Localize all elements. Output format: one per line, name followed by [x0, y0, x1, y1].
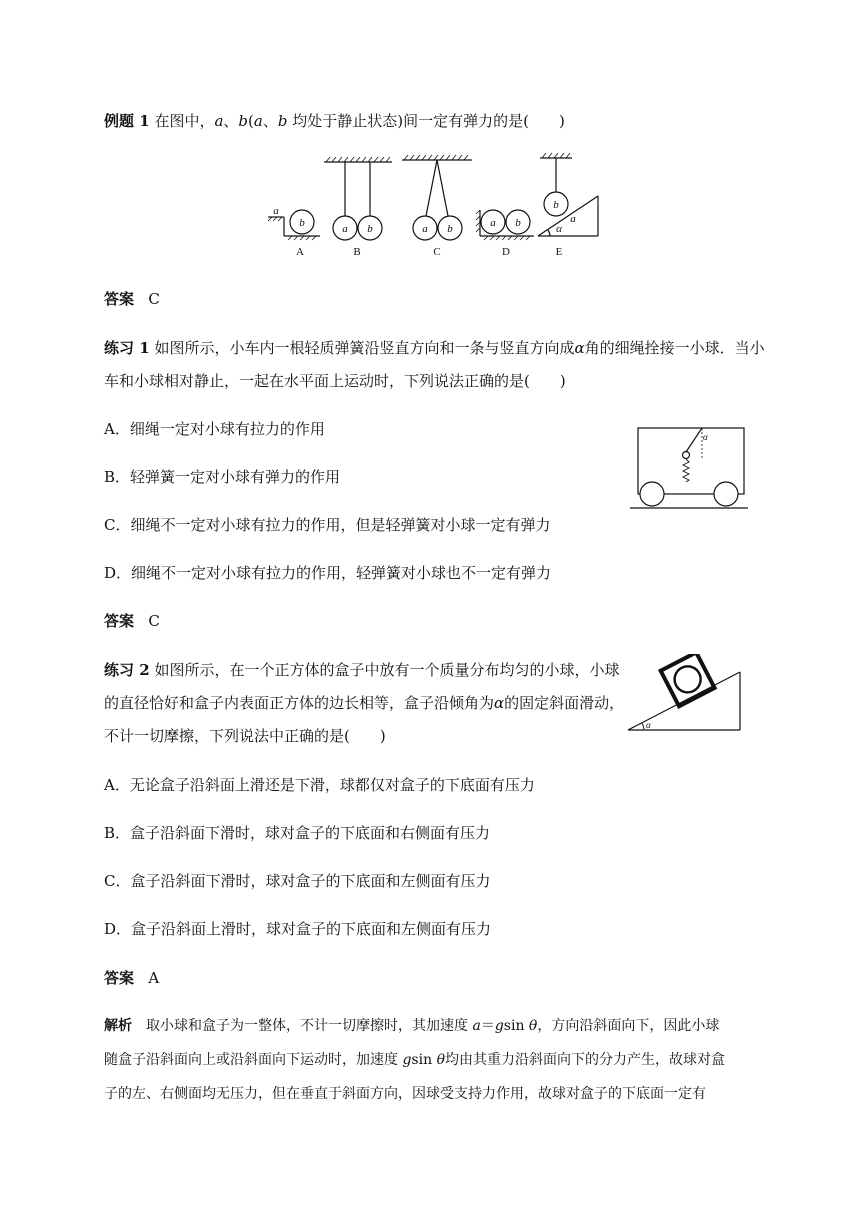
svg-text:α: α: [556, 223, 562, 235]
figure-label-b: B: [353, 246, 361, 258]
svg-text:a: a: [342, 223, 348, 235]
analysis-line1: 解析 取小球和盒子为一整体，不计一切摩擦时，其加速度 a＝gsin θ，方向沿斜面向下，因此小球: [104, 1018, 720, 1034]
exercise2-answer: 答案 A: [104, 969, 160, 987]
example1-answer: 答案 C: [104, 290, 160, 308]
exercise2-question-line1: 练习 2 如图所示，在一个正方体的盒子中放有一个质量分布均匀的小球，小球: [104, 661, 620, 679]
example1-figure: [262, 150, 600, 260]
exercise2-question-line3: 不计一切摩擦，下列说法中正确的是( ): [104, 727, 386, 745]
exercise1-label: 练习 1: [104, 339, 150, 357]
exercise1-option-c: C．细绳不一定对小球有拉力的作用，但是轻弹簧对小球一定有弹力: [104, 516, 551, 534]
svg-text:a: a: [490, 217, 496, 229]
example1-label: 例题 1: [104, 112, 150, 130]
analysis-label: 解析: [104, 1018, 132, 1034]
exercise1-figure: [630, 424, 748, 510]
exercise2-option-a: A．无论盒子沿斜面上滑还是下滑，球都仅对盒子的下底面有压力: [104, 776, 535, 794]
figure-label-d: D: [502, 246, 510, 258]
exercise2-figure: [626, 654, 748, 734]
exercise2-option-c: C．盒子沿斜面下滑时，球对盒子的下底面和左侧面有压力: [104, 872, 491, 890]
exercise1-question-line1: 练习 1 如图所示，小车内一根轻质弹簧沿竖直方向和一条与竖直方向成α角的细绳拴接一小球．当小: [104, 339, 765, 357]
exercise1-option-d: D．细绳不一定对小球有拉力的作用，轻弹簧对小球也不一定有弹力: [104, 564, 552, 582]
exercise1-option-b: B．轻弹簧一定对小球有弹力的作用: [104, 468, 341, 486]
analysis-line2: 随盒子沿斜面向上或沿斜面向下运动时，加速度 gsin θ均由其重力沿斜面向下的分力产生，故球对盒: [104, 1052, 725, 1068]
svg-text:b: b: [553, 199, 559, 211]
exercise2-option-b: B．盒子沿斜面下滑时，球对盒子的下底面和右侧面有压力: [104, 824, 491, 842]
svg-text:a: a: [422, 223, 428, 235]
figure-label-a: A: [296, 246, 304, 258]
svg-text:a: a: [273, 205, 279, 217]
svg-text:b: b: [367, 223, 373, 235]
svg-text:b: b: [447, 223, 453, 235]
exercise1-answer: 答案 C: [104, 612, 160, 630]
svg-text:a: a: [570, 213, 576, 225]
exercise1-option-a: A．细绳一定对小球有拉力的作用: [104, 420, 325, 438]
exercise2-question-line2: 的直径恰好和盒子内表面正方体的边长相等，盒子沿倾角为α的固定斜面滑动，: [104, 694, 625, 712]
figure-label-e: E: [555, 246, 563, 258]
svg-text:b: b: [515, 217, 521, 229]
svg-text:α: α: [646, 720, 651, 730]
exercise1-question-line2: 车和小球相对静止，一起在水平面上运动时，下列说法正确的是( ): [104, 372, 566, 390]
example1-question: 例题 1 在图中，a、b(a、b 均处于静止状态)间一定有弹力的是( ): [104, 112, 565, 130]
figure-label-c: C: [433, 246, 441, 258]
svg-text:b: b: [299, 217, 305, 229]
exercise2-option-d: D．盒子沿斜面上滑时，球对盒子的下底面和左侧面有压力: [104, 920, 492, 938]
exercise2-label: 练习 2: [104, 661, 150, 679]
svg-text:α: α: [703, 432, 708, 442]
analysis-line3: 子的左、右侧面均无压力，但在垂直于斜面方向，因球受支持力作用，故球对盒子的下底面一定有: [104, 1086, 706, 1102]
